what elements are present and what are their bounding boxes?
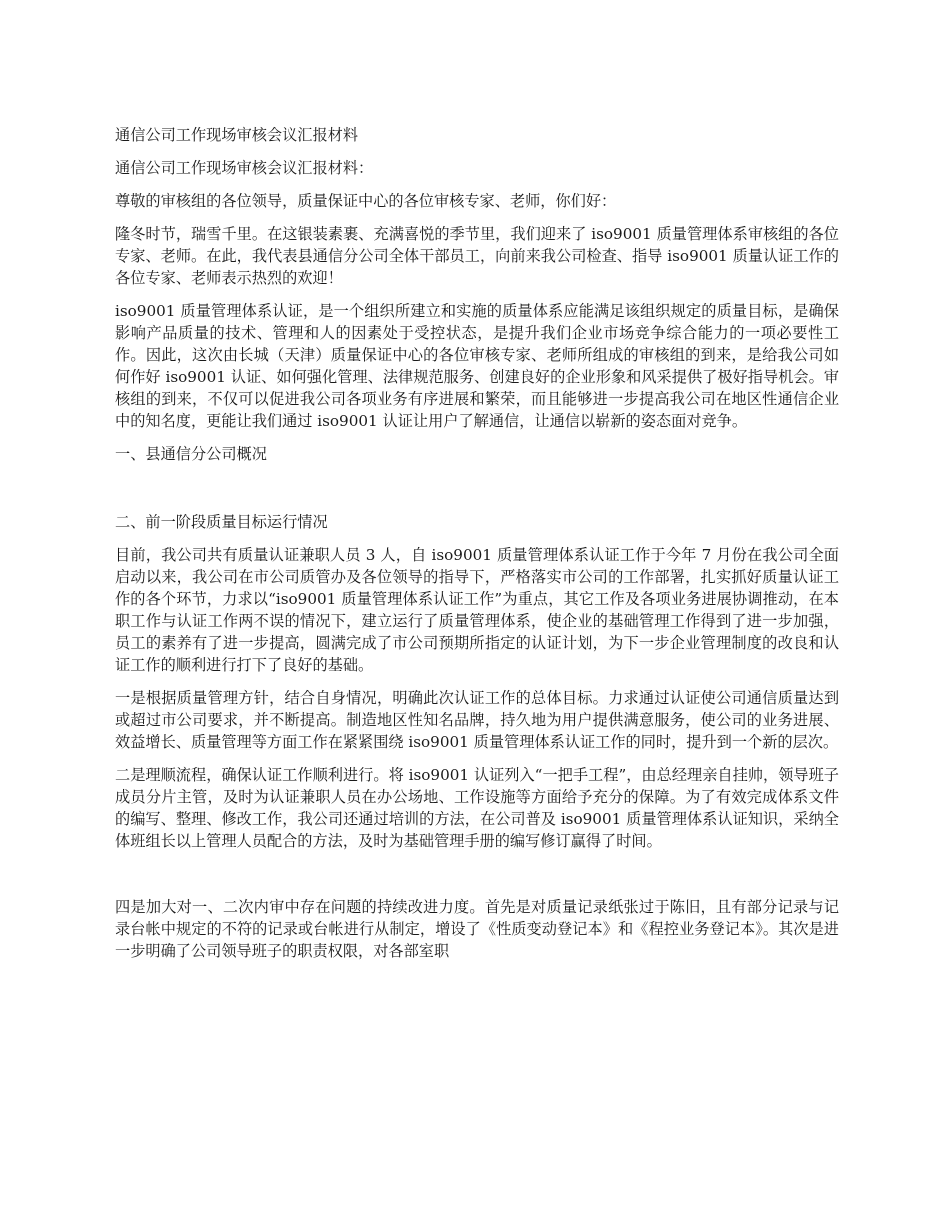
- blank-space: [115, 476, 839, 511]
- paragraph-intro: iso9001 质量管理体系认证，是一个组织所建立和实施的质量体系应能满足该组织规定的质量目标，是确保影响产品质量的技术、管理和人的因素处于受控状态，是提升我们企业市场竞争综合能力的一项必要性工作。因此，这次由长城（天津）质量保证中心的各位审核专家、老师所组成的审核组的到来，是给我公司如何作好 iso9001 认证、如何强化管理、法律规范服务、创建良好的企业形象和风采提供了极好指导机会。审核组的到来，不仅可以促进我公司各项业务有序进展和繁荣，而且能够进一步提高我公司在地区性通信企业中的知名度，更能让我们通过 iso9001 认证让用户了解通信，让通信以崭新的姿态面对竞争。: [115, 302, 839, 430]
- document-body: [115, 124, 839, 973]
- paragraph-point-one: 一是根据质量管理方针，结合自身情况，明确此次认证工作的总体目标。力求通过认证使公司通信质量达到或超过市公司要求，并不断提高。制造地区性知名品牌，持久地为用户提供满意服务，使公司的业务进展、效益增长、质量管理等方面工作在紧紧围绕 iso9001 质量管理体系认证工作的同时，提升到一个新的层次。: [115, 689, 839, 751]
- section-heading-overview: 一、县通信分公司概况: [115, 445, 267, 463]
- blank-space: [115, 863, 839, 896]
- document-subtitle: 通信公司工作现场审核会议汇报材料：: [115, 159, 374, 177]
- document-title: 通信公司工作现场审核会议汇报材料: [115, 126, 358, 144]
- greeting: 尊敬的审核组的各位领导，质量保证中心的各位审核专家、老师，你们好：: [115, 192, 617, 210]
- paragraph-point-two: 二是理顺流程，确保认证工作顺利进行。将 iso9001 认证列入“一把手工程”，由总经理亲自挂帅，领导班子成员分片主管，及时为认证兼职人员在办公场地、工作设施等方面给予充分的保障。为了有效完成体系文件的编写、整理、修改工作，我公司还通过培训的方法，在公司普及 iso9001 质量管理体系认证知识，采纳全体班组长以上管理人员配合的方法，及时为基础管理手册的编写修订赢得了时间。: [115, 766, 839, 850]
- paragraph-welcome: 隆冬时节，瑞雪千里。在这银装素裹、充满喜悦的季节里，我们迎来了 iso9001 质量管理体系审核组的各位专家、老师。在此，我代表县通信分公司全体干部员工，向前来我公司检查、指导 iso9001 质量认证工作的各位专家、老师表示热烈的欢迎！: [115, 225, 839, 287]
- paragraph-status: 目前，我公司共有质量认证兼职人员 3 人，自 iso9001 质量管理体系认证工作于今年 7 月份在我公司全面启动以来，我公司在市公司质管办及各位领导的指导下，严格落实市公司的工作部署，扎实抓好质量认证工作的各个环节，力求以“iso9001 质量管理体系认证工作”为重点，其它工作及各项业务进展协调推动，在本职工作与认证工作两不误的情况下，建立运行了质量管理体系，使企业的基础管理工作得到了进一步加强，员工的素养有了进一步提高，圆满完成了市公司预期所指定的认证计划，为下一步企业管理制度的改良和认证工作的顺利进行打下了良好的基础。: [115, 546, 839, 674]
- paragraph-point-four: 四是加大对一、二次内审中存在问题的持续改进力度。首先是对质量记录纸张过于陈旧，且有部分记录与记录台帐中规定的不符的记录或台帐进行从制定，增设了《性质变动登记本》和《程控业务登记本》。其次是进一步明确了公司领导班子的职责权限，对各部室职: [115, 898, 839, 960]
- section-heading-quality-goals: 二、前一阶段质量目标运行情况: [115, 513, 328, 531]
